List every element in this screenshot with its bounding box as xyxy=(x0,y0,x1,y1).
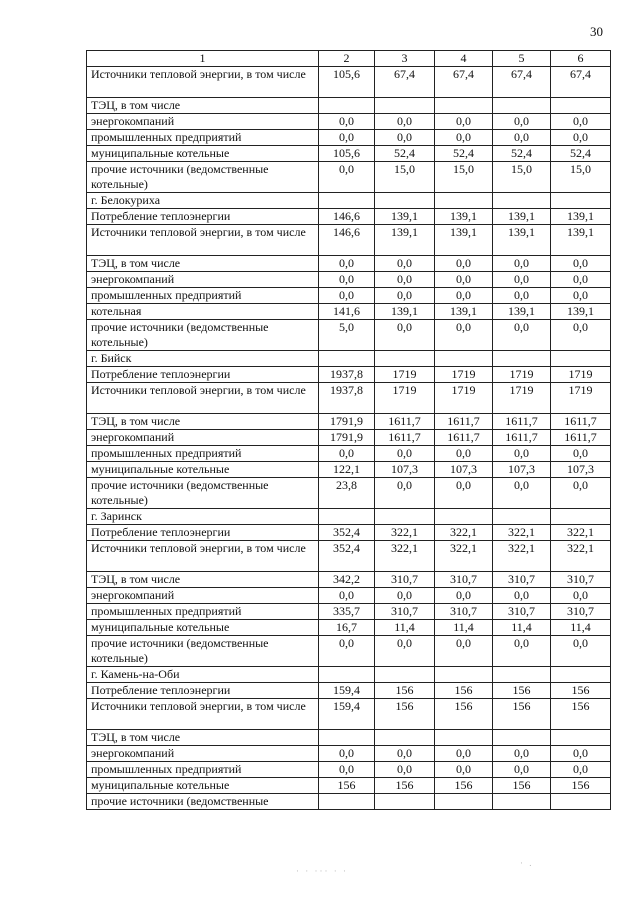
value-cell: 0,0 xyxy=(551,272,611,288)
value-cell: 0,0 xyxy=(493,256,551,272)
value-cell xyxy=(319,98,375,114)
value-cell: 0,0 xyxy=(551,320,611,351)
row-label: промышленных предприятий xyxy=(87,288,319,304)
value-cell: 0,0 xyxy=(435,114,493,130)
value-cell: 0,0 xyxy=(551,256,611,272)
row-label: Источники тепловой энергии, в том числе xyxy=(87,541,319,572)
value-cell: 139,1 xyxy=(493,304,551,320)
value-cell: 139,1 xyxy=(375,225,435,256)
value-cell: 156 xyxy=(375,699,435,730)
row-label: Потребление теплоэнергии xyxy=(87,683,319,699)
row-label: Потребление теплоэнергии xyxy=(87,209,319,225)
value-cell: 0,0 xyxy=(493,746,551,762)
value-cell: 156 xyxy=(551,778,611,794)
row-label: энергокомпаний xyxy=(87,588,319,604)
value-cell: 156 xyxy=(375,683,435,699)
value-cell: 322,1 xyxy=(375,525,435,541)
value-cell: 310,7 xyxy=(375,572,435,588)
table-row xyxy=(87,509,611,525)
value-cell: 105,6 xyxy=(319,67,375,98)
row-label: прочие источники (ведомственные xyxy=(87,794,319,810)
value-cell: 310,7 xyxy=(435,604,493,620)
value-cell: 0,0 xyxy=(375,320,435,351)
table-row xyxy=(87,620,611,636)
value-cell: 1719 xyxy=(435,367,493,383)
value-cell: 52,4 xyxy=(375,146,435,162)
value-cell: 310,7 xyxy=(375,604,435,620)
table-row xyxy=(87,288,611,304)
value-cell: 0,0 xyxy=(493,762,551,778)
value-cell: 1611,7 xyxy=(375,414,435,430)
table-row xyxy=(87,667,611,683)
value-cell: 139,1 xyxy=(551,304,611,320)
row-label: ТЭЦ, в том числе xyxy=(87,98,319,114)
value-cell: 1611,7 xyxy=(493,430,551,446)
value-cell: 15,0 xyxy=(551,162,611,193)
value-cell: 156 xyxy=(551,683,611,699)
row-label: муниципальные котельные xyxy=(87,620,319,636)
value-cell: 0,0 xyxy=(319,636,375,667)
value-cell: 107,3 xyxy=(435,462,493,478)
value-cell xyxy=(435,667,493,683)
row-label: муниципальные котельные xyxy=(87,146,319,162)
value-cell: 0,0 xyxy=(435,446,493,462)
value-cell: 0,0 xyxy=(375,636,435,667)
value-cell: 0,0 xyxy=(375,762,435,778)
data-table xyxy=(86,50,611,810)
table-row xyxy=(87,462,611,478)
value-cell: 0,0 xyxy=(435,130,493,146)
value-cell xyxy=(375,667,435,683)
value-cell: 1719 xyxy=(493,367,551,383)
value-cell: 0,0 xyxy=(551,478,611,509)
value-cell: 156 xyxy=(435,778,493,794)
table-row xyxy=(87,683,611,699)
value-cell: 1937,8 xyxy=(319,367,375,383)
value-cell: 0,0 xyxy=(375,478,435,509)
row-label: Источники тепловой энергии, в том числе xyxy=(87,383,319,414)
table-row xyxy=(87,446,611,462)
value-cell: 156 xyxy=(435,683,493,699)
row-label: энергокомпаний xyxy=(87,114,319,130)
row-label: прочие источники (ведомственные котельные) xyxy=(87,478,319,509)
value-cell: 0,0 xyxy=(375,256,435,272)
row-label: ТЭЦ, в том числе xyxy=(87,256,319,272)
value-cell: 156 xyxy=(493,683,551,699)
value-cell: 0,0 xyxy=(551,636,611,667)
table-row xyxy=(87,193,611,209)
value-cell: 0,0 xyxy=(375,588,435,604)
table-row xyxy=(87,778,611,794)
value-cell xyxy=(551,667,611,683)
value-cell: 1719 xyxy=(551,367,611,383)
value-cell: 52,4 xyxy=(551,146,611,162)
row-label: промышленных предприятий xyxy=(87,762,319,778)
value-cell xyxy=(551,98,611,114)
row-label: Потребление теплоэнергии xyxy=(87,525,319,541)
table-row xyxy=(87,383,611,414)
value-cell: 0,0 xyxy=(493,130,551,146)
value-cell: 0,0 xyxy=(435,588,493,604)
value-cell: 156 xyxy=(435,699,493,730)
value-cell: 0,0 xyxy=(493,272,551,288)
value-cell: 0,0 xyxy=(551,762,611,778)
value-cell: 146,6 xyxy=(319,225,375,256)
value-cell: 159,4 xyxy=(319,699,375,730)
value-cell: 1611,7 xyxy=(493,414,551,430)
table-row xyxy=(87,225,611,256)
value-cell: 322,1 xyxy=(551,541,611,572)
value-cell: 0,0 xyxy=(493,320,551,351)
table-row xyxy=(87,162,611,193)
row-label: Источники тепловой энергии, в том числе xyxy=(87,67,319,98)
table-row xyxy=(87,636,611,667)
value-cell: 0,0 xyxy=(551,130,611,146)
row-label: г. Белокуриха xyxy=(87,193,319,209)
value-cell: 0,0 xyxy=(319,114,375,130)
table-row xyxy=(87,146,611,162)
table-header-row xyxy=(87,51,611,67)
value-cell: 0,0 xyxy=(375,114,435,130)
value-cell: 139,1 xyxy=(493,209,551,225)
value-cell: 0,0 xyxy=(319,588,375,604)
value-cell xyxy=(435,509,493,525)
value-cell: 156 xyxy=(319,778,375,794)
value-cell: 139,1 xyxy=(375,209,435,225)
header-cell: 2 xyxy=(319,51,375,67)
value-cell xyxy=(319,667,375,683)
value-cell: 322,1 xyxy=(435,525,493,541)
value-cell: 0,0 xyxy=(493,636,551,667)
table-row xyxy=(87,114,611,130)
table-row xyxy=(87,98,611,114)
value-cell: 1719 xyxy=(493,383,551,414)
table-row xyxy=(87,67,611,98)
value-cell: 107,3 xyxy=(375,462,435,478)
table-row xyxy=(87,746,611,762)
row-label: ТЭЦ, в том числе xyxy=(87,414,319,430)
table-row xyxy=(87,272,611,288)
value-cell: 0,0 xyxy=(493,588,551,604)
value-cell xyxy=(551,794,611,810)
value-cell: 159,4 xyxy=(319,683,375,699)
value-cell: 107,3 xyxy=(493,462,551,478)
table-row xyxy=(87,525,611,541)
value-cell: 0,0 xyxy=(319,256,375,272)
row-label: энергокомпаний xyxy=(87,746,319,762)
table-row xyxy=(87,588,611,604)
value-cell xyxy=(493,98,551,114)
header-cell: 1 xyxy=(87,51,319,67)
value-cell: 0,0 xyxy=(435,272,493,288)
faint-scan-mark: · . xyxy=(520,858,534,868)
header-cell: 6 xyxy=(551,51,611,67)
value-cell xyxy=(375,509,435,525)
value-cell: 139,1 xyxy=(435,225,493,256)
table-row xyxy=(87,256,611,272)
row-label: Потребление теплоэнергии xyxy=(87,367,319,383)
row-label: г. Камень-на-Оби xyxy=(87,667,319,683)
row-label: энергокомпаний xyxy=(87,430,319,446)
value-cell: 11,4 xyxy=(375,620,435,636)
value-cell: 322,1 xyxy=(551,525,611,541)
header-cell: 4 xyxy=(435,51,493,67)
value-cell: 310,7 xyxy=(551,572,611,588)
value-cell: 352,4 xyxy=(319,541,375,572)
value-cell: 0,0 xyxy=(319,288,375,304)
value-cell: 1791,9 xyxy=(319,430,375,446)
value-cell: 322,1 xyxy=(493,541,551,572)
value-cell: 1611,7 xyxy=(375,430,435,446)
value-cell: 335,7 xyxy=(319,604,375,620)
value-cell: 52,4 xyxy=(435,146,493,162)
value-cell xyxy=(375,98,435,114)
value-cell: 0,0 xyxy=(375,288,435,304)
value-cell xyxy=(493,730,551,746)
value-cell: 0,0 xyxy=(493,288,551,304)
value-cell xyxy=(551,193,611,209)
value-cell: 156 xyxy=(551,699,611,730)
value-cell: 0,0 xyxy=(435,320,493,351)
row-label: Источники тепловой энергии, в том числе xyxy=(87,225,319,256)
value-cell: 0,0 xyxy=(319,130,375,146)
value-cell: 0,0 xyxy=(551,746,611,762)
value-cell xyxy=(375,794,435,810)
value-cell: 0,0 xyxy=(551,288,611,304)
value-cell: 0,0 xyxy=(375,746,435,762)
value-cell: 156 xyxy=(493,778,551,794)
value-cell: 105,6 xyxy=(319,146,375,162)
row-label: муниципальные котельные xyxy=(87,462,319,478)
value-cell xyxy=(435,730,493,746)
value-cell: 0,0 xyxy=(435,288,493,304)
table-row xyxy=(87,794,611,810)
value-cell: 1611,7 xyxy=(551,414,611,430)
value-cell: 139,1 xyxy=(435,304,493,320)
value-cell: 15,0 xyxy=(375,162,435,193)
value-cell: 107,3 xyxy=(551,462,611,478)
value-cell: 156 xyxy=(375,778,435,794)
row-label: г. Заринск xyxy=(87,509,319,525)
row-label: Источники тепловой энергии, в том числе xyxy=(87,699,319,730)
value-cell: 67,4 xyxy=(435,67,493,98)
value-cell: 52,4 xyxy=(493,146,551,162)
value-cell: 322,1 xyxy=(375,541,435,572)
value-cell: 310,7 xyxy=(493,604,551,620)
faint-scan-mark: · · ··· · · xyxy=(296,866,348,876)
value-cell: 1719 xyxy=(435,383,493,414)
row-label: ТЭЦ, в том числе xyxy=(87,730,319,746)
value-cell xyxy=(375,730,435,746)
value-cell xyxy=(493,667,551,683)
value-cell xyxy=(319,509,375,525)
value-cell: 122,1 xyxy=(319,462,375,478)
value-cell: 0,0 xyxy=(375,446,435,462)
row-label: промышленных предприятий xyxy=(87,130,319,146)
value-cell: 0,0 xyxy=(435,256,493,272)
value-cell xyxy=(375,193,435,209)
value-cell: 139,1 xyxy=(435,209,493,225)
table-row xyxy=(87,414,611,430)
table-row xyxy=(87,699,611,730)
value-cell xyxy=(435,351,493,367)
value-cell: 1719 xyxy=(375,383,435,414)
value-cell: 342,2 xyxy=(319,572,375,588)
value-cell: 139,1 xyxy=(493,225,551,256)
value-cell: 1611,7 xyxy=(551,430,611,446)
value-cell: 15,0 xyxy=(493,162,551,193)
value-cell: 0,0 xyxy=(493,478,551,509)
value-cell xyxy=(435,794,493,810)
value-cell xyxy=(493,794,551,810)
table-row xyxy=(87,130,611,146)
value-cell xyxy=(493,351,551,367)
table-row xyxy=(87,320,611,351)
value-cell: 0,0 xyxy=(319,446,375,462)
table-row xyxy=(87,351,611,367)
value-cell: 0,0 xyxy=(435,746,493,762)
value-cell: 0,0 xyxy=(375,130,435,146)
value-cell: 139,1 xyxy=(551,225,611,256)
row-label: прочие источники (ведомственные котельные) xyxy=(87,320,319,351)
value-cell: 67,4 xyxy=(551,67,611,98)
value-cell xyxy=(319,794,375,810)
value-cell: 0,0 xyxy=(375,272,435,288)
table-row xyxy=(87,541,611,572)
value-cell: 23,8 xyxy=(319,478,375,509)
value-cell xyxy=(435,193,493,209)
table-row xyxy=(87,762,611,778)
row-label: муниципальные котельные xyxy=(87,778,319,794)
value-cell: 11,4 xyxy=(435,620,493,636)
table-row xyxy=(87,604,611,620)
value-cell: 16,7 xyxy=(319,620,375,636)
value-cell xyxy=(319,193,375,209)
value-cell xyxy=(551,509,611,525)
value-cell xyxy=(319,730,375,746)
table-row xyxy=(87,478,611,509)
value-cell: 322,1 xyxy=(493,525,551,541)
value-cell: 15,0 xyxy=(435,162,493,193)
value-cell: 139,1 xyxy=(375,304,435,320)
value-cell: 0,0 xyxy=(319,272,375,288)
row-label: котельная xyxy=(87,304,319,320)
value-cell: 0,0 xyxy=(551,114,611,130)
value-cell: 1611,7 xyxy=(435,430,493,446)
value-cell: 0,0 xyxy=(551,446,611,462)
header-cell: 3 xyxy=(375,51,435,67)
value-cell: 352,4 xyxy=(319,525,375,541)
table-row xyxy=(87,367,611,383)
row-label: ТЭЦ, в том числе xyxy=(87,572,319,588)
value-cell: 0,0 xyxy=(435,478,493,509)
value-cell: 11,4 xyxy=(551,620,611,636)
value-cell: 141,6 xyxy=(319,304,375,320)
value-cell: 1937,8 xyxy=(319,383,375,414)
value-cell xyxy=(551,351,611,367)
value-cell: 0,0 xyxy=(319,762,375,778)
table-row xyxy=(87,209,611,225)
row-label: промышленных предприятий xyxy=(87,446,319,462)
table-row xyxy=(87,430,611,446)
page-number: 30 xyxy=(590,24,603,39)
value-cell xyxy=(493,193,551,209)
value-cell xyxy=(319,351,375,367)
row-label: г. Бийск xyxy=(87,351,319,367)
value-cell: 1719 xyxy=(551,383,611,414)
value-cell: 322,1 xyxy=(435,541,493,572)
value-cell: 0,0 xyxy=(493,446,551,462)
value-cell: 139,1 xyxy=(551,209,611,225)
value-cell: 0,0 xyxy=(319,162,375,193)
value-cell: 67,4 xyxy=(493,67,551,98)
row-label: промышленных предприятий xyxy=(87,604,319,620)
value-cell: 146,6 xyxy=(319,209,375,225)
table-row xyxy=(87,572,611,588)
value-cell: 1719 xyxy=(375,367,435,383)
row-label: прочие источники (ведомственные котельные) xyxy=(87,162,319,193)
table-row xyxy=(87,304,611,320)
value-cell: 310,7 xyxy=(551,604,611,620)
value-cell: 5,0 xyxy=(319,320,375,351)
header-cell: 5 xyxy=(493,51,551,67)
value-cell: 0,0 xyxy=(319,746,375,762)
value-cell: 1791,9 xyxy=(319,414,375,430)
row-label: энергокомпаний xyxy=(87,272,319,288)
value-cell: 0,0 xyxy=(435,762,493,778)
value-cell: 156 xyxy=(493,699,551,730)
value-cell xyxy=(493,509,551,525)
value-cell: 310,7 xyxy=(435,572,493,588)
table-row xyxy=(87,730,611,746)
value-cell: 67,4 xyxy=(375,67,435,98)
value-cell xyxy=(551,730,611,746)
value-cell xyxy=(435,98,493,114)
value-cell: 1611,7 xyxy=(435,414,493,430)
value-cell: 0,0 xyxy=(435,636,493,667)
row-label: прочие источники (ведомственные котельные) xyxy=(87,636,319,667)
value-cell: 11,4 xyxy=(493,620,551,636)
value-cell: 310,7 xyxy=(493,572,551,588)
value-cell: 0,0 xyxy=(551,588,611,604)
value-cell xyxy=(375,351,435,367)
value-cell: 0,0 xyxy=(493,114,551,130)
